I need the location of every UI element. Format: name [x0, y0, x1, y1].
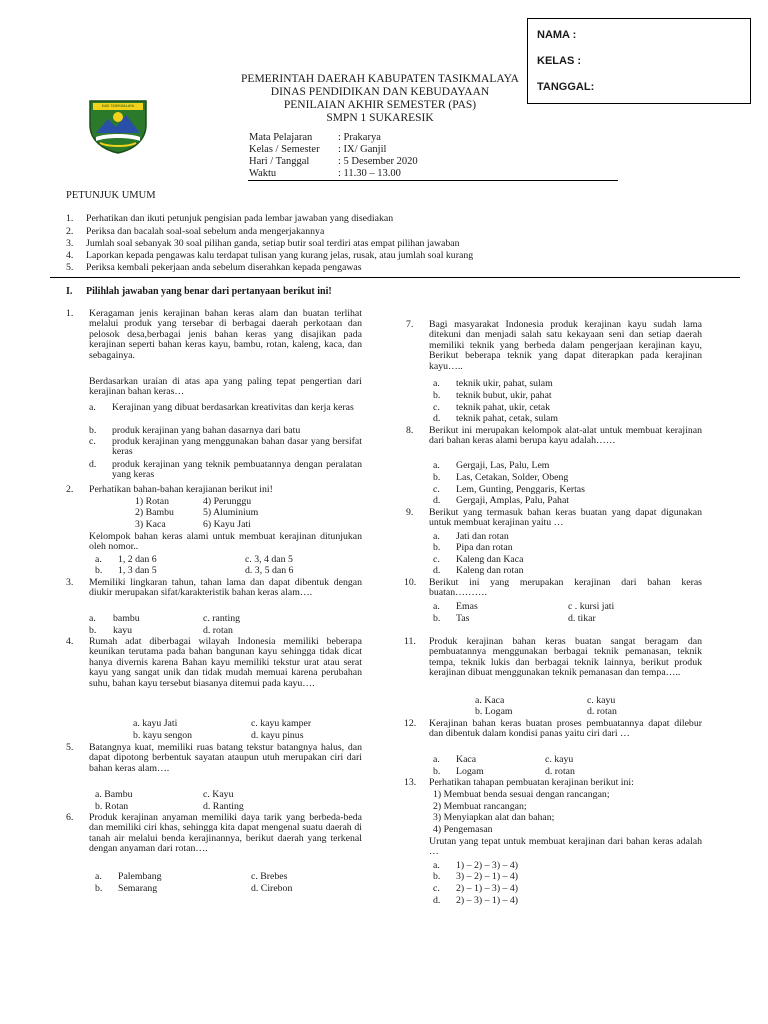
option-label: c.	[433, 883, 440, 894]
petunjuk-title: PETUNJUK UMUM	[66, 190, 156, 201]
option-d[interactable]: d. kayu pinus	[251, 730, 304, 741]
option-c[interactable]: c. Kayu	[203, 789, 234, 800]
option-label: b.	[95, 883, 103, 894]
option-a[interactable]: a. Kaca	[475, 695, 505, 706]
question-number: 9.	[406, 507, 414, 518]
question-text: Rumah adat diberbagai wilayah Indonesia memiliki beberapa keunikan terutama pada bahan bangunan kayu sehingga tidak dicat hanya divernis karena Bahan kayu memiliki tekstur urat atau serat kayu yang sangat unik dan tidak mudah memuai karena perubahan suhu, bahan kayu tersebut biasanya ditemui pada kayu….	[89, 636, 362, 689]
option-label: d.	[433, 413, 441, 424]
option-d[interactable]: Kaleng dan rotan	[456, 565, 524, 576]
option-a[interactable]: 1, 2 dan 6	[118, 554, 157, 565]
option-b[interactable]: 1, 3 dan 5	[118, 565, 157, 576]
petunjuk-item: Jumlah soal sebanyak 30 soal pilihan ganda, setiap butir soal terdiri atas empat pilihan jawaban	[86, 238, 460, 249]
option-a[interactable]: a. kayu Jati	[133, 718, 178, 729]
option-d[interactable]: Gergaji, Amplas, Palu, Pahat	[456, 495, 570, 506]
option-b[interactable]: b. kayu sengon	[133, 730, 193, 741]
option-a[interactable]: a. Bambu	[95, 789, 133, 800]
option-label: a.	[433, 531, 440, 542]
option-label: a.	[95, 871, 102, 882]
option-d[interactable]: d. rotan	[587, 706, 617, 717]
question-text: Berikut ini yang merupakan kerajinan dari bahan keras buatan……….	[429, 577, 702, 599]
option-label: b.	[89, 625, 97, 636]
option-label: b.	[433, 613, 441, 624]
meta-value-time: : 11.30 – 13.00	[338, 168, 401, 179]
step-item: 1) Membuat benda sesuai dengan rancangan;	[433, 789, 610, 800]
option-b[interactable]: Las, Cetakan, Solder, Obeng	[456, 472, 569, 483]
option-a[interactable]: Gergaji, Las, Palu, Lem	[456, 460, 550, 471]
section-number: I.	[66, 286, 73, 297]
meta-label-date: Hari / Tanggal	[249, 156, 310, 167]
option-a[interactable]: teknik ukir, pahat, sulam	[456, 378, 553, 389]
petunjuk-num: 3.	[66, 238, 74, 249]
option-d[interactable]: teknik pahat, cetak, sulam	[456, 413, 559, 424]
regency-logo-icon	[86, 95, 150, 155]
question-number: 11.	[404, 636, 416, 647]
question-text: Memiliki lingkaran tahun, tahan lama dan dapat dibentuk dengan diukir merupakan sifat/karakteristik bahan keras alam….	[89, 577, 362, 599]
option-label: a.	[95, 554, 102, 565]
option-label: b.	[433, 766, 441, 777]
option-b[interactable]: Logam	[456, 766, 484, 777]
question-text: Perhatikan tahapan pembuatan kerajinan berikut ini:	[429, 777, 634, 788]
question-text: Bagi masyarakat Indonesia produk kerajinan kayu sudah lama ditekuni dan menjadi salah satu kekayaan seni dan setiap daerah memiliki teknik yang berbeda dalam pengerjaan kerajinan kayu, Berikut beberapa teknik yang dapat diterapkan pada kerajinan kayu…..	[429, 319, 702, 372]
option-label: d.	[89, 459, 97, 470]
option-c[interactable]: c. Brebes	[251, 871, 288, 882]
option-c[interactable]: 2) – 1) – 3) – 4)	[456, 883, 519, 894]
step-item: 2) Membuat rancangan;	[433, 801, 527, 812]
petunjuk-item: Periksa kembali pekerjaan anda sebelum diserahkan kepada pengawas	[86, 262, 362, 273]
petunjuk-num: 1.	[66, 213, 74, 224]
option-label: a.	[433, 601, 440, 612]
option-d[interactable]: d. Ranting	[203, 801, 244, 812]
petunjuk-item: Laporkan kepada pengawas kalu terdapat tulisan yang kurang jelas, rusak, atau jumlah soal kurang	[86, 250, 474, 261]
option-label: b.	[433, 871, 441, 882]
option-b[interactable]: b. Rotan	[95, 801, 129, 812]
option-c[interactable]: c. 3, 4 dan 5	[245, 554, 293, 565]
question-number: 13.	[404, 777, 417, 788]
option-b[interactable]: 3) – 2) – 1) – 4)	[456, 871, 519, 882]
meta-label-time: Waktu	[249, 168, 277, 179]
header-line-2: DINAS PENDIDIKAN DAN KEBUDAYAAN	[270, 86, 490, 98]
option-b[interactable]: Semarang	[118, 883, 158, 894]
petunjuk-num: 5.	[66, 262, 74, 273]
question-text: Produk kerajinan anyaman memiliki daya tarik yang berbeda-beda dan memiliki ciri khas, sehingga kita dapat mengenal suatu daerah di tanah air melalui benda kerajinannya, berikut daerah yang terkenal dengan anyaman dari rotan….	[89, 812, 362, 855]
option-label: b.	[95, 565, 103, 576]
option-label: a.	[89, 613, 96, 624]
kelas-field[interactable]: KELAS :	[537, 55, 581, 67]
option-b[interactable]: b. Logam	[475, 706, 513, 717]
question-number: 6.	[66, 812, 74, 823]
question-text: Perhatikan bahan-bahan kerajianan berikut ini!	[89, 484, 273, 495]
question-text: Berikut yang termasuk bahan keras buatan yang dapat digunakan untuk membuat kerajinan yaitu …	[429, 507, 702, 529]
option-label: b.	[433, 472, 441, 483]
meta-label-subject: Mata Pelajaran	[249, 132, 313, 143]
question-text: Keragaman jenis kerajinan bahan keras alam dan buatan terlihat melalui produk yang tersebar di berbagai daerah perkotaan dan pelosok desa,berbagai jenis bahan keras yang disajikan pada kerajinan seperti bahan keras kayu, bambu, rotan, kaleng, kaca, dan sebagainya.	[89, 308, 362, 361]
meta-value-subject: : Prakarya	[338, 132, 381, 143]
material-item: 2) Bambu	[135, 507, 174, 518]
nama-field[interactable]: NAMA :	[537, 29, 577, 41]
option-a[interactable]: bambu	[113, 613, 140, 624]
option-c[interactable]: c. ranting	[203, 613, 240, 624]
material-item: 3) Kaca	[135, 519, 166, 530]
option-label: a.	[433, 860, 440, 871]
tanggal-field[interactable]: TANGGAL:	[537, 81, 595, 93]
option-label: a.	[433, 754, 440, 765]
question-text: Batangnya kuat, memiliki ruas batang tekstur batangnya halus, dan dapat dipotong berbentuk sayatan ataupun utuh merupakan ciri dari bahan keras alam….	[89, 742, 362, 774]
option-d[interactable]: 2) – 3) – 1) – 4)	[456, 895, 519, 906]
option-d[interactable]: d. tikar	[568, 613, 596, 624]
question-text: Berikut ini merupakan kelompok alat-alat untuk membuat kerajinan dari bahan keras alami berupa kayu adalah……	[429, 425, 702, 447]
option-c[interactable]: c. kayu	[545, 754, 574, 765]
option-c[interactable]: produk kerajinan yang menggunakan bahan dasar yang bersifat keras	[112, 436, 362, 458]
header-line-3: PENILAIAN AKHIR SEMESTER (PAS)	[283, 99, 477, 111]
header-line-4: SMPN 1 SUKARESIK	[326, 112, 434, 124]
question-number: 7.	[406, 319, 414, 330]
logo-lettering: KAB. TASIKMALAYA	[101, 104, 135, 108]
option-a[interactable]: Emas	[456, 601, 478, 612]
option-label: c.	[433, 402, 440, 413]
option-d[interactable]: produk kerajinan yang teknik pembuatannya dengan peralatan yang keras	[112, 459, 362, 481]
option-label: b.	[433, 542, 441, 553]
question-number: 4.	[66, 636, 74, 647]
option-d[interactable]: d. Cirebon	[251, 883, 293, 894]
question-number: 8.	[406, 425, 414, 436]
step-item: 3) Menyiapkan alat dan bahan;	[433, 812, 555, 823]
question-number: 2.	[66, 484, 74, 495]
option-d[interactable]: d. 3, 5 dan 6	[245, 565, 294, 576]
petunjuk-item: Periksa dan bacalah soal-soal sebelum anda mengerjakannya	[86, 226, 325, 237]
question-number: 12.	[404, 718, 417, 729]
option-label: d.	[433, 565, 441, 576]
question-text-2: Kelompok bahan keras alami untuk membuat kerajinan ditunjukan oleh nomor..	[89, 531, 362, 553]
petunjuk-item: Perhatikan dan ikuti petunjuk pengisian pada lembar jawaban yang disediakan	[86, 213, 394, 224]
meta-value-class: : IX/ Ganjil	[338, 144, 387, 155]
option-label: a.	[89, 402, 96, 413]
option-a[interactable]: Palembang	[118, 871, 162, 882]
question-text: Produk kerajinan bahan keras buatan sangat beragam dan pembuatannya menggunakan berbagai teknik pemanasan, teknik tempa, teknik lukis dan berbagai teknik lainnya, berikut produk kerajinan dibuat menggunakan teknik pemanasan dan tempa…..	[429, 636, 702, 679]
option-label: d.	[433, 895, 441, 906]
option-label: a.	[433, 460, 440, 471]
option-a[interactable]: 1) – 2) – 3) – 4)	[456, 860, 519, 871]
option-c[interactable]: c. kayu kamper	[251, 718, 312, 729]
option-c[interactable]: teknik pahat, ukir, cetak	[456, 402, 551, 413]
material-item: 6) Kayu Jati	[203, 519, 251, 530]
option-a[interactable]: Jati dan rotan	[456, 531, 509, 542]
question-text: Kerajinan bahan keras buatan proses pembuatannya dapat dilebur dan dibentuk dalam kondisi panas yaitu ciri dari …	[429, 718, 702, 740]
option-b[interactable]: Pipa dan rotan	[456, 542, 513, 553]
step-item: 4) Pengemasan	[433, 824, 493, 835]
meta-value-date: : 5 Desember 2020	[338, 156, 418, 167]
option-label: b.	[433, 390, 441, 401]
question-text-2: Berdasarkan uraian di atas apa yang paling tepat pengertian dari kerajinan bahan keras…	[89, 376, 362, 398]
option-c[interactable]: Lem, Gunting, Penggaris, Kertas	[456, 484, 585, 495]
material-item: 5) Aluminium	[203, 507, 259, 518]
option-b[interactable]: kayu	[113, 625, 133, 636]
question-number: 1.	[66, 308, 74, 319]
material-item: 1) Rotan	[135, 496, 170, 507]
section-title: Pilihlah jawaban yang benar dari pertanyaan berikut ini!	[86, 286, 332, 297]
option-c[interactable]: Kaleng dan Kaca	[456, 554, 524, 565]
option-label: a.	[433, 378, 440, 389]
petunjuk-num: 4.	[66, 250, 74, 261]
option-label: b.	[89, 425, 97, 436]
option-a[interactable]: Kerajinan yang dibuat berdasarkan kreativitas dan kerja keras	[112, 402, 354, 413]
option-d[interactable]: d. rotan	[203, 625, 233, 636]
option-label: d.	[433, 495, 441, 506]
question-text-2: Urutan yang tepat untuk membuat kerajinan dari bahan keras adalah …	[429, 836, 702, 858]
header-line-1: PEMERINTAH DAERAH KABUPATEN TASIKMALAYA	[241, 73, 519, 85]
question-number: 3.	[66, 577, 74, 588]
material-item: 4) Perunggu	[203, 496, 252, 507]
option-b[interactable]: Tas	[456, 613, 470, 624]
option-d[interactable]: d. rotan	[545, 766, 575, 777]
option-c[interactable]: c. kayu	[587, 695, 616, 706]
option-c[interactable]: c . kursi jati	[568, 601, 615, 612]
section-divider	[50, 277, 740, 278]
option-label: c.	[89, 436, 96, 447]
option-a[interactable]: Kaca	[456, 754, 477, 765]
question-number: 5.	[66, 742, 74, 753]
option-label: c.	[433, 484, 440, 495]
meta-label-class: Kelas / Semester	[249, 144, 320, 155]
option-b[interactable]: teknik bubut, ukir, pahat	[456, 390, 552, 401]
meta-divider	[248, 180, 618, 181]
option-label: c.	[433, 554, 440, 565]
petunjuk-num: 2.	[66, 226, 74, 237]
question-number: 10.	[404, 577, 417, 588]
option-b[interactable]: produk kerajinan yang bahan dasarnya dari batu	[112, 425, 301, 436]
